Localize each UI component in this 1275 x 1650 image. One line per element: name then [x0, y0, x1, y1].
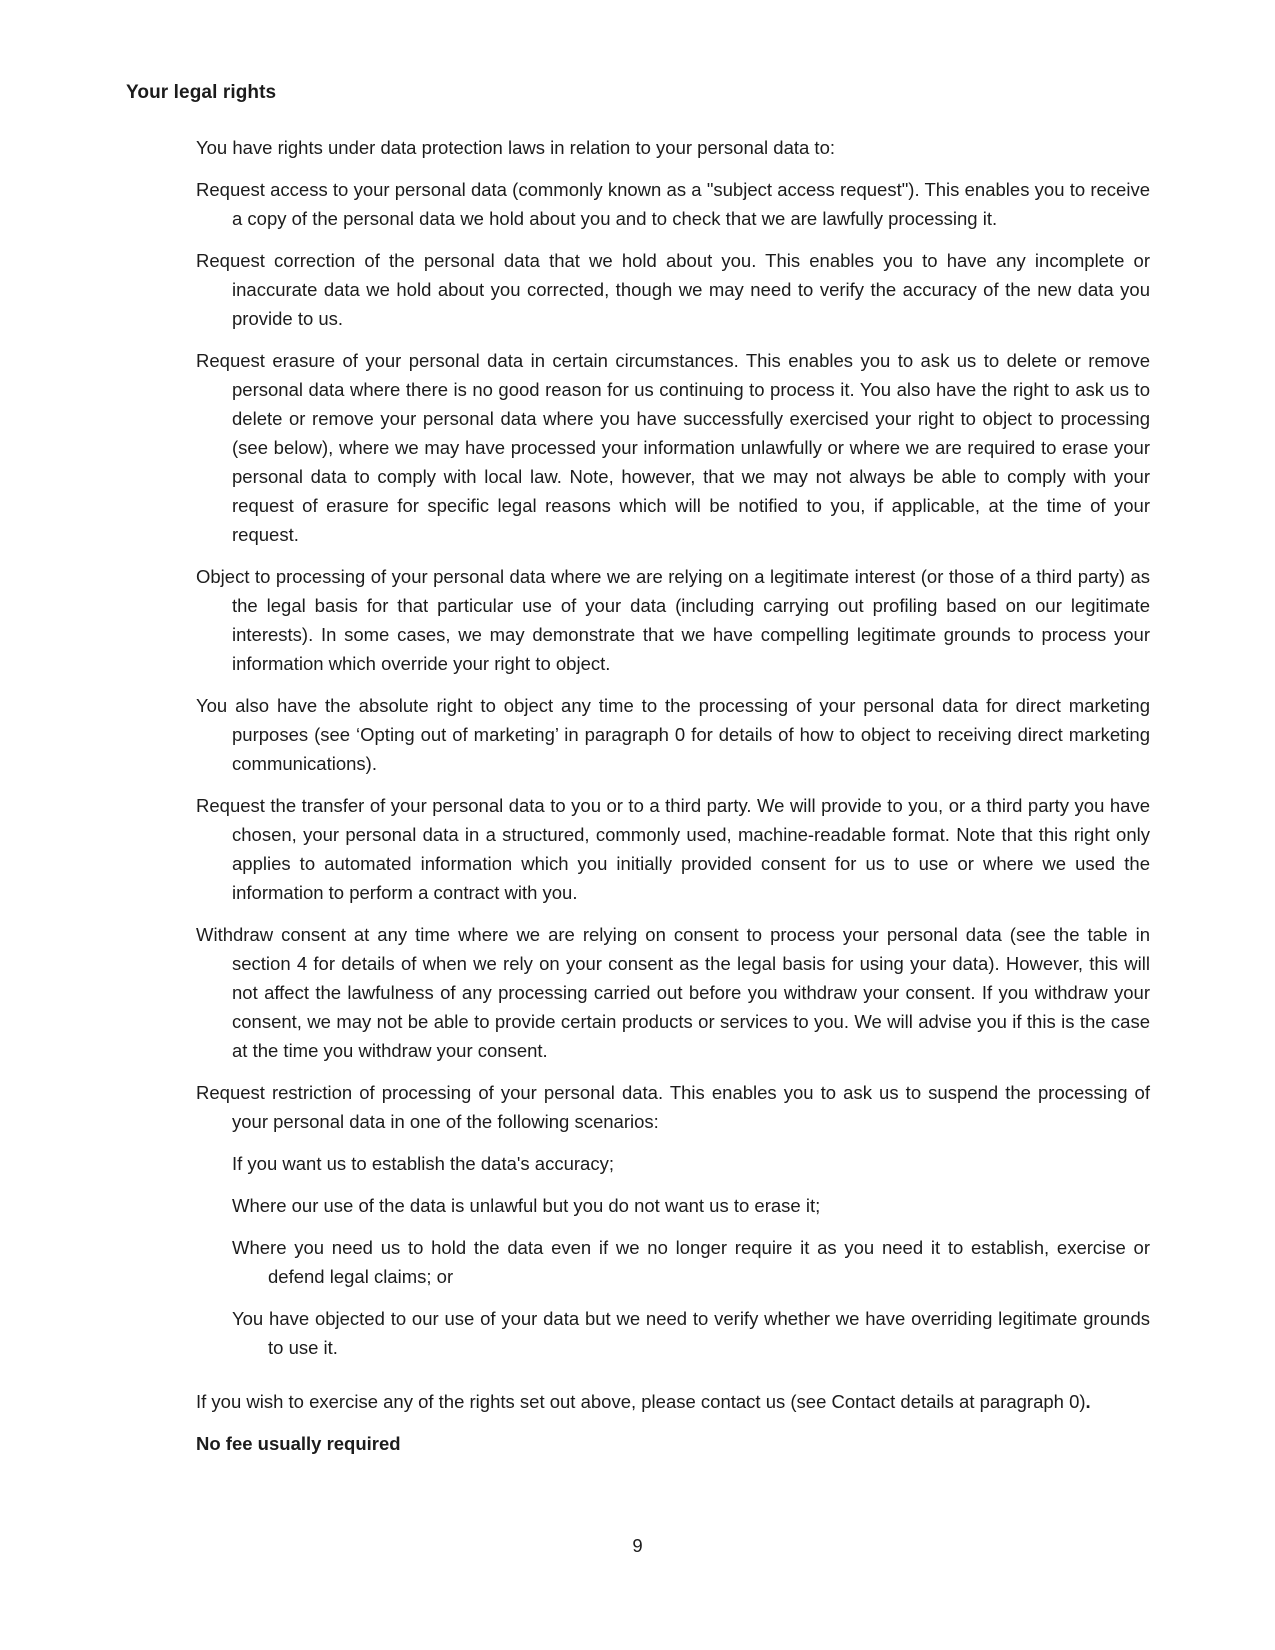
closing-bold-period: .	[1085, 1391, 1091, 1412]
policy-bullet-request-access: Request access to your personal data (commonly known as a "subject access request"). This enables you to receive a copy of the personal data we hold about you and to check that we are lawfully processing it.	[196, 179, 1150, 229]
policy-bullet-request-correction: Request correction of the personal data that we hold about you. This enables you to have any incomplete or inaccurate data we hold about you corrected, though we may need to verify the accuracy of the new data you provide to us.	[196, 250, 1150, 329]
restriction-scenario-hold-data: Where you need us to hold the data even if we no longer require it as you need it to establish, exercise or defend legal claims; or	[232, 1237, 1150, 1287]
restriction-scenario-accuracy: If you want us to establish the data's accuracy;	[232, 1153, 614, 1174]
closing-paragraph	[126, 1387, 1150, 1416]
subheading-no-fee: No fee usually required	[196, 1433, 401, 1454]
restriction-scenario-objected: You have objected to our use of your data but we need to verify whether we have overriding legitimate grounds to use it.	[232, 1308, 1150, 1358]
policy-bullet-direct-marketing: You also have the absolute right to object any time to the processing of your personal data for direct marketing purposes (see ‘Opting out of marketing’ in paragraph 0 for details of how to object to receiving direct marketing communications).	[196, 695, 1150, 774]
policy-bullet-request-transfer: Request the transfer of your personal data to you or to a third party. We will provide to you, or a third party you have chosen, your personal data in a structured, commonly used, machine-readable format. Note that this right only applies to automated information which you initially provided consent for us to use or where we used the information to perform a contract with you.	[196, 795, 1150, 903]
section-heading: Your legal rights	[126, 82, 277, 103]
closing-text: If you wish to exercise any of the rights set out above, please contact us (see Contact details at paragraph 0)	[196, 1391, 1086, 1412]
policy-bullet-withdraw-consent: Withdraw consent at any time where we are relying on consent to process your personal data (see the table in section 4 for details of when we rely on your consent as the legal basis for using your data). However, this will not affect the lawfulness of any processing carried out before you withdraw your consent. If you withdraw your consent, we may not be able to provide certain products or services to you. We will advise you if this is the case at the time you withdraw your consent.	[196, 924, 1150, 1061]
policy-bullet-request-restriction: Request restriction of processing of your personal data. This enables you to ask us to suspend the processing of your personal data in one of the following scenarios:	[196, 1082, 1150, 1132]
policy-bullet-object-processing: Object to processing of your personal data where we are relying on a legitimate interest (or those of a third party) as the legal basis for that particular use of your data (including carrying out profiling based on our legitimate interests). In some cases, we may demonstrate that we have compelling legitimate grounds to process your information which override your right to object.	[196, 566, 1150, 674]
restriction-scenario-unlawful: Where our use of the data is unlawful but you do not want us to erase it;	[232, 1195, 821, 1216]
policy-bullet-request-erasure: Request erasure of your personal data in certain circumstances. This enables you to ask us to delete or remove personal data where there is no good reason for us continuing to process it. You also have the right to ask us to delete or remove your personal data where you have successfully exercised your right to object to processing (see below), where we may have processed your information unlawfully or where we are required to erase your personal data to comply with local law. Note, however, that we may not always be able to comply with your request of erasure for specific legal reasons which will be notified to you, if applicable, at the time of your request.	[196, 350, 1150, 545]
page-number: 9	[632, 1535, 643, 1556]
intro-paragraph: You have rights under data protection laws in relation to your personal data to:	[196, 137, 835, 158]
